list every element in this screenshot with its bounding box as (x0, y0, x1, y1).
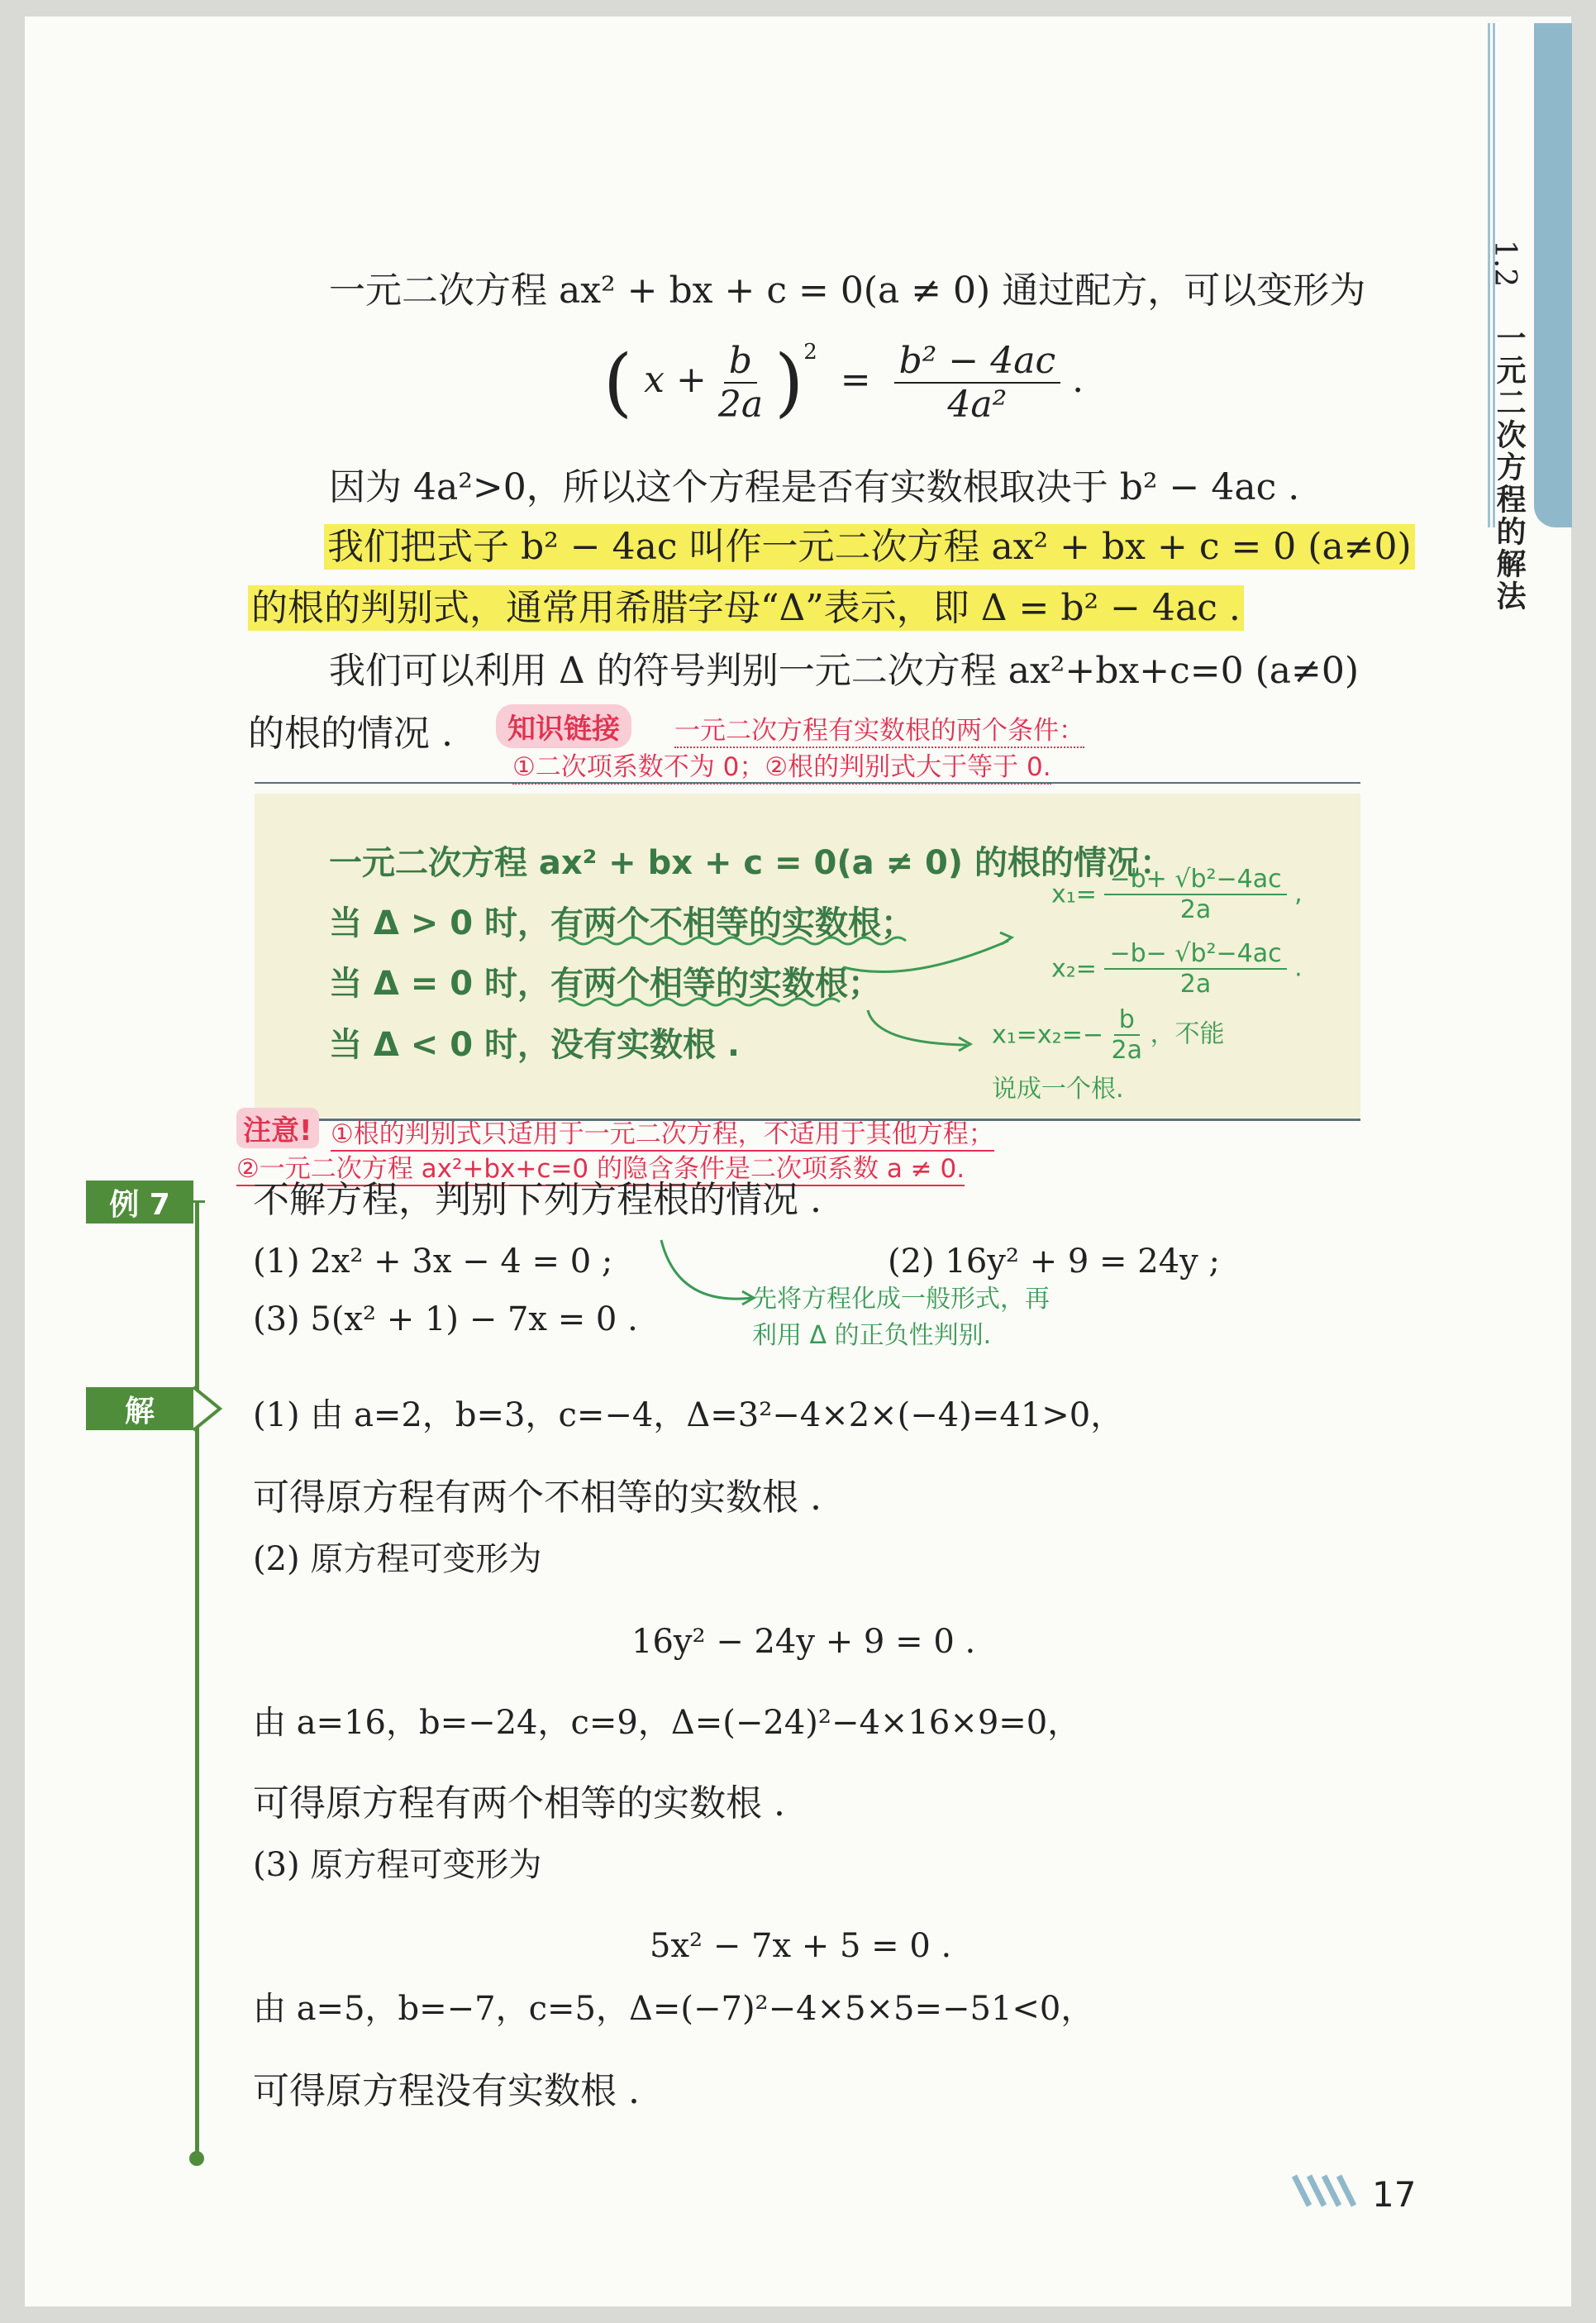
solution-2-equation: 16y² − 24y + 9 = 0 . (631, 1623, 976, 1661)
note-root-x2 (1051, 939, 1303, 999)
highlight-definition-1: 我们把式子 b² − 4ac 叫作一元二次方程 ax² + bx + c = 0 (a≠0) (324, 524, 1415, 570)
key-box-title: 一元二次方程 ax² + bx + c = 0(a ≠ 0) 的根的情况： (329, 844, 1173, 882)
note-x1-label: x₁= (1051, 880, 1097, 909)
example-7-label: 例 7 (109, 1187, 170, 1222)
example-question-3: (3) 5(x² + 1) − 7x = 0 . (253, 1300, 638, 1338)
solution-2-line-3: 可得原方程有两个相等的实数根 . (253, 1782, 785, 1825)
right-paren: ) (774, 339, 804, 426)
note-equal-roots-line-2: 说成一个根. (992, 1075, 1124, 1104)
eq-right-den: 4a² (947, 383, 1008, 426)
example-prompt: 不解方程，判别下列方程根的情况 . (253, 1179, 822, 1221)
solution-2-line-2: 由 a=16，b=−24，c=9，Δ=(−24)²−4×16×9=0， (253, 1704, 1081, 1742)
intro-paragraph-4-line-1: 我们可以利用 Δ 的符号判别一元二次方程 ax²+bx+c=0 (a≠0) (329, 650, 1360, 692)
solution-rule-end-dot (189, 2151, 204, 2166)
eq-left-num: b (724, 340, 757, 384)
eq-equals: = (840, 359, 871, 401)
solution-3-line-1: (3) 原方程可变形为 (253, 1846, 542, 1884)
notice-badge (236, 1108, 319, 1148)
example-hint-line-1: 先将方程化成一般形式，再 (752, 1285, 1050, 1314)
knowledge-link-label: 知识链接 (507, 713, 620, 746)
knowledge-link-line-1: 一元二次方程有实数根的两个条件： (674, 709, 1084, 748)
note-x1-num: −b+ √b²−4ac (1104, 865, 1286, 895)
left-paren: ( (603, 339, 633, 426)
intro-paragraph-4-line-2: 的根的情况 . (248, 713, 453, 755)
eq-left-den: 2a (717, 383, 764, 426)
note-x2-label: x₂= (1051, 954, 1097, 984)
notice-line-1: ①根的判别式只适用于一元二次方程，不适用于其他方程； (331, 1113, 994, 1152)
notice-label: 注意 (243, 1114, 299, 1147)
note-x1-den: 2a (1179, 895, 1212, 924)
eq-x: x (644, 359, 665, 401)
note-eq-end: ，不能 (1150, 1019, 1225, 1049)
note-x1-end: , (1294, 879, 1303, 909)
example-hint-line-2: 利用 Δ 的正负性判别. (752, 1321, 992, 1350)
key-case-3: 当 Δ < 0 时，没有实数根 . (329, 1026, 741, 1064)
page-number: 17 (1372, 2174, 1417, 2215)
eq-period: . (1072, 359, 1084, 401)
page-number-slashes-icon (1289, 2173, 1364, 2209)
note-eq-den: 2a (1111, 1036, 1143, 1065)
solution-tag-arrow (192, 1386, 225, 1432)
note-x2-end: . (1294, 953, 1303, 983)
solution-label: 解 (124, 1394, 155, 1429)
intro-paragraph-1: 一元二次方程 ax² + bx + c = 0(a ≠ 0) 通过配方，可以变形为 (329, 270, 1366, 312)
example-question-2: (2) 16y² + 9 = 24y ; (888, 1243, 1220, 1281)
knowledge-link-line-2: ①二次项系数不为 0；②根的判别式大于等于 0. (512, 746, 1051, 785)
note-x2-fraction (1104, 939, 1286, 999)
eq-exponent: 2 (803, 340, 817, 365)
solution-1-line-2: 可得原方程有两个不相等的实数根 . (253, 1476, 822, 1519)
note-equal-roots (992, 1005, 1225, 1065)
eq-right-num: b² − 4ac (894, 340, 1061, 384)
chapter-title: 一元二次方程的解法 (1492, 322, 1526, 613)
note-eq-label: x₁=x₂=− (992, 1020, 1103, 1050)
solution-vertical-rule (195, 1203, 199, 2158)
notice-line-2: ②一元二次方程 ax²+bx+c=0 的隐含条件是二次项系数 a ≠ 0. (236, 1147, 965, 1186)
key-case-2: 当 Δ = 0 时，有两个相等的实数根； (329, 965, 882, 1003)
intro-paragraph-2: 因为 4a²>0，所以这个方程是否有实数根取决于 b² − 4ac . (329, 466, 1300, 508)
solution-3-line-3: 可得原方程没有实数根 . (253, 2070, 640, 2112)
solution-3-line-2: 由 a=5，b=−7，c=5，Δ=(−7)²−4×5×5=−51<0， (253, 1990, 1094, 2028)
note-root-x1 (1051, 865, 1303, 924)
note-x2-den: 2a (1179, 970, 1212, 999)
note-eq-num: b (1114, 1005, 1140, 1036)
solution-1-line-1: (1) 由 a=2，b=3，c=−4，Δ=3²−4×2×(−4)=41>0， (253, 1396, 1124, 1434)
solution-tag (86, 1387, 193, 1430)
example-question-1: (1) 2x² + 3x − 4 = 0 ; (253, 1243, 613, 1281)
notice-exclamation: ! (299, 1114, 312, 1147)
solution-2-line-1: (2) 原方程可变形为 (253, 1540, 542, 1578)
solution-3-equation: 5x² − 7x + 5 = 0 . (650, 1927, 952, 1965)
example-7-tag (86, 1181, 193, 1224)
note-x2-num: −b− √b²−4ac (1104, 939, 1286, 970)
eq-plus: + (675, 359, 707, 401)
note-x1-fraction (1104, 865, 1286, 924)
note-eq-fraction (1112, 1005, 1142, 1065)
key-case-1: 当 Δ > 0 时，有两个不相等的实数根； (329, 904, 915, 942)
highlight-definition-2: 的根的判别式，通常用希腊字母“Δ”表示，即 Δ = b² − 4ac . (248, 585, 1244, 631)
chapter-number: 1.2 (1488, 240, 1522, 288)
